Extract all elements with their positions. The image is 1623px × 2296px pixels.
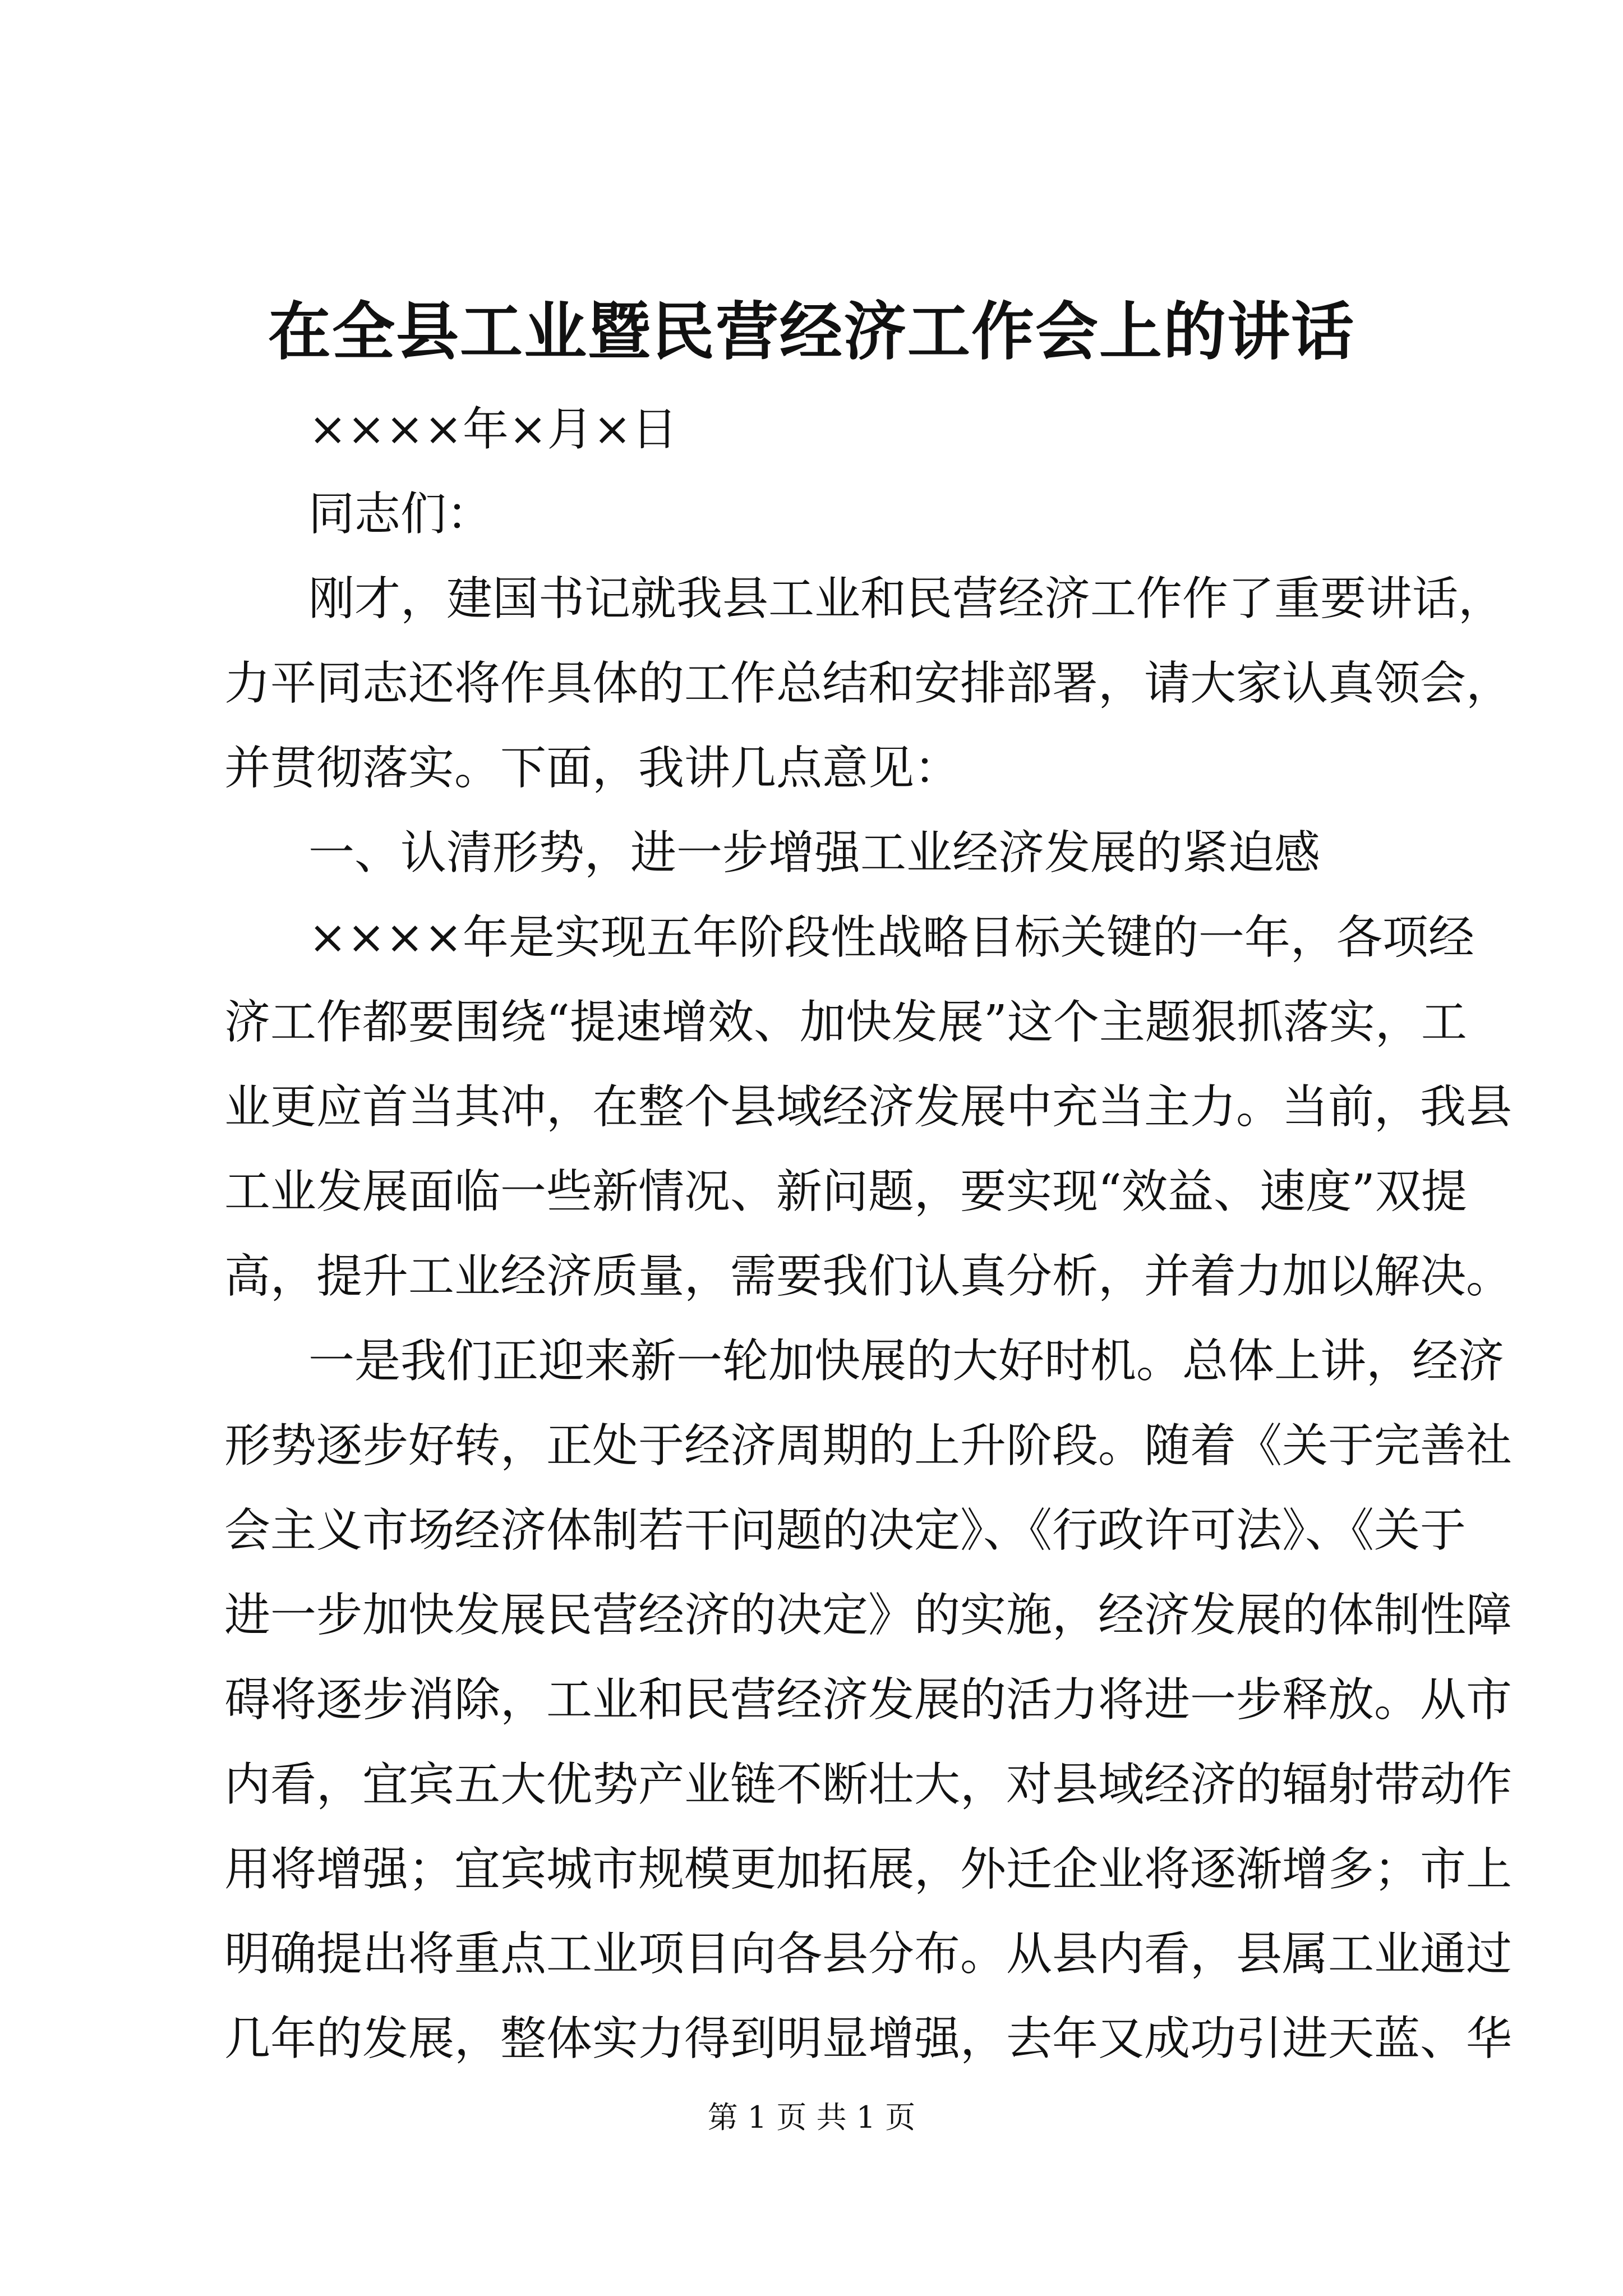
document-body bbox=[224, 387, 1513, 2081]
body-line: 高，提升工业经济质量，需要我们认真分析，并着力加以解决。 bbox=[224, 1250, 1513, 1303]
body-line: 济工作都要围绕“提速增效、加快发展”这个主题狠抓落实，工 bbox=[224, 996, 1467, 1049]
body-line: 业更应首当其冲，在整个县域经济发展中充当主力。当前，我县 bbox=[224, 1080, 1513, 1134]
body-line: 一是我们正迎来新一轮加快展的大好时机。总体上讲，经济 bbox=[308, 1335, 1505, 1388]
body-line: 用将增强；宜宾城市规模更加拓展，外迁企业将逐渐增多；市上 bbox=[224, 1843, 1513, 1896]
body-line: ××××年是实现五年阶段性战略目标关键的一年，各项经 bbox=[308, 911, 1474, 964]
body-line: 并贯彻落实。下面，我讲几点意见： bbox=[224, 742, 961, 795]
body-line: 进一步加快发展民营经济的决定》的实施，经济发展的体制性障 bbox=[224, 1589, 1513, 1642]
body-line: 碍将逐步消除，工业和民营经济发展的活力将进一步释放。从市 bbox=[224, 1673, 1513, 1727]
salutation-line: 同志们： bbox=[308, 487, 493, 541]
page-number-footer: 第 1 页 共 1 页 bbox=[707, 2100, 916, 2135]
body-line: 刚才，建国书记就我县工业和民营经济工作作了重要讲话， bbox=[308, 572, 1505, 625]
section-heading: 一、认清形势，进一步增强工业经济发展的紧迫感 bbox=[308, 826, 1321, 880]
document-title: 在全县工业暨民营经济工作会上的讲话 bbox=[268, 295, 1355, 369]
body-line: 几年的发展，整体实力得到明显增强，去年又成功引进天蓝、华 bbox=[224, 2012, 1513, 2065]
body-line: 力平同志还将作具体的工作总结和安排部署，请大家认真领会， bbox=[224, 657, 1513, 710]
body-line: 工业发展面临一些新情况、新问题，要实现“效益、速度”双提 bbox=[224, 1165, 1467, 1218]
date-line: ××××年×月×日 bbox=[308, 403, 678, 456]
body-line: 明确提出将重点工业项目向各县分布。从县内看，县属工业通过 bbox=[224, 1927, 1513, 1981]
body-line: 内看，宜宾五大优势产业链不断壮大，对县域经济的辐射带动作 bbox=[224, 1758, 1513, 1811]
body-line: 会主义市场经济体制若干问题的决定》、《行政许可法》、《关于 bbox=[224, 1504, 1467, 1557]
body-line: 形势逐步好转，正处于经济周期的上升阶段。随着《关于完善社 bbox=[224, 1419, 1513, 1473]
